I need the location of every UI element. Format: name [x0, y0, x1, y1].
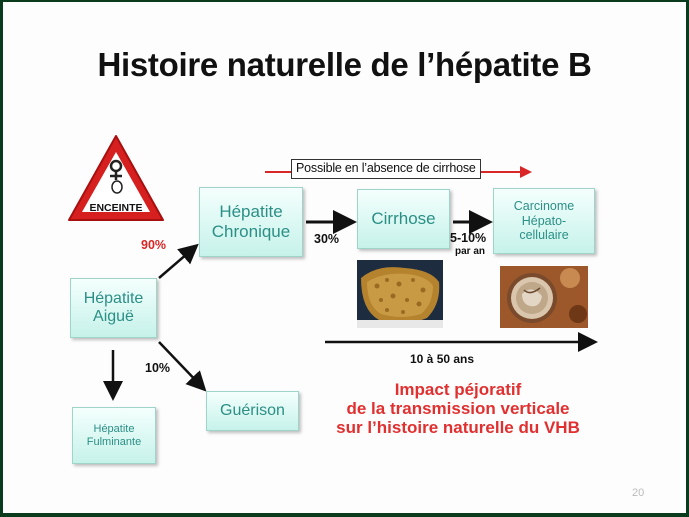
page-number: 20: [632, 487, 645, 499]
guerison-box: [206, 391, 299, 431]
carcinome-label: Carcinome Hépato- cellulaire: [513, 199, 575, 243]
percent-90-label: 90%: [141, 238, 167, 252]
cirrhose-box: [357, 189, 450, 249]
slide-title: Histoire naturelle de l’hépatite B: [97, 46, 592, 83]
percent-10-label: 10%: [145, 361, 171, 375]
hepatite-aigue-box: [70, 278, 157, 338]
hepatite-chronique-label: Hépatite Chronique: [211, 202, 291, 241]
carcinome-box: [493, 188, 595, 254]
slide: [3, 2, 686, 513]
hepatite-aigue-label: Hépatite Aiguë: [83, 289, 144, 325]
hepatite-chronique-box: [199, 187, 303, 257]
hepatite-fulminante-label: Hépatite Fulminante: [86, 422, 142, 448]
percent-30-label: 30%: [314, 232, 340, 246]
guerison-label: Guérison: [220, 401, 285, 419]
impact-text: [303, 380, 613, 437]
cirrhotic-liver-photo: [357, 260, 443, 328]
impact-line-1: Impact péjoratif: [394, 380, 522, 399]
impact-line-3: sur l’histoire naturelle du VHB: [336, 418, 580, 437]
cirrhose-label: Cirrhose: [371, 209, 436, 229]
enceinte-label: ENCEINTE: [89, 202, 143, 214]
carcinoma-photo: [500, 266, 588, 328]
duration-label: 10 à 50 ans: [410, 352, 475, 366]
impact-line-2: de la transmission verticale: [346, 399, 570, 418]
possible-sans-cirrhose-label: Possible en l’absence de cirrhose: [291, 159, 481, 179]
hepatite-fulminante-box: [72, 407, 156, 464]
par-an-label: par an: [455, 246, 486, 257]
rate-5-10-label: 5-10%: [450, 231, 487, 245]
